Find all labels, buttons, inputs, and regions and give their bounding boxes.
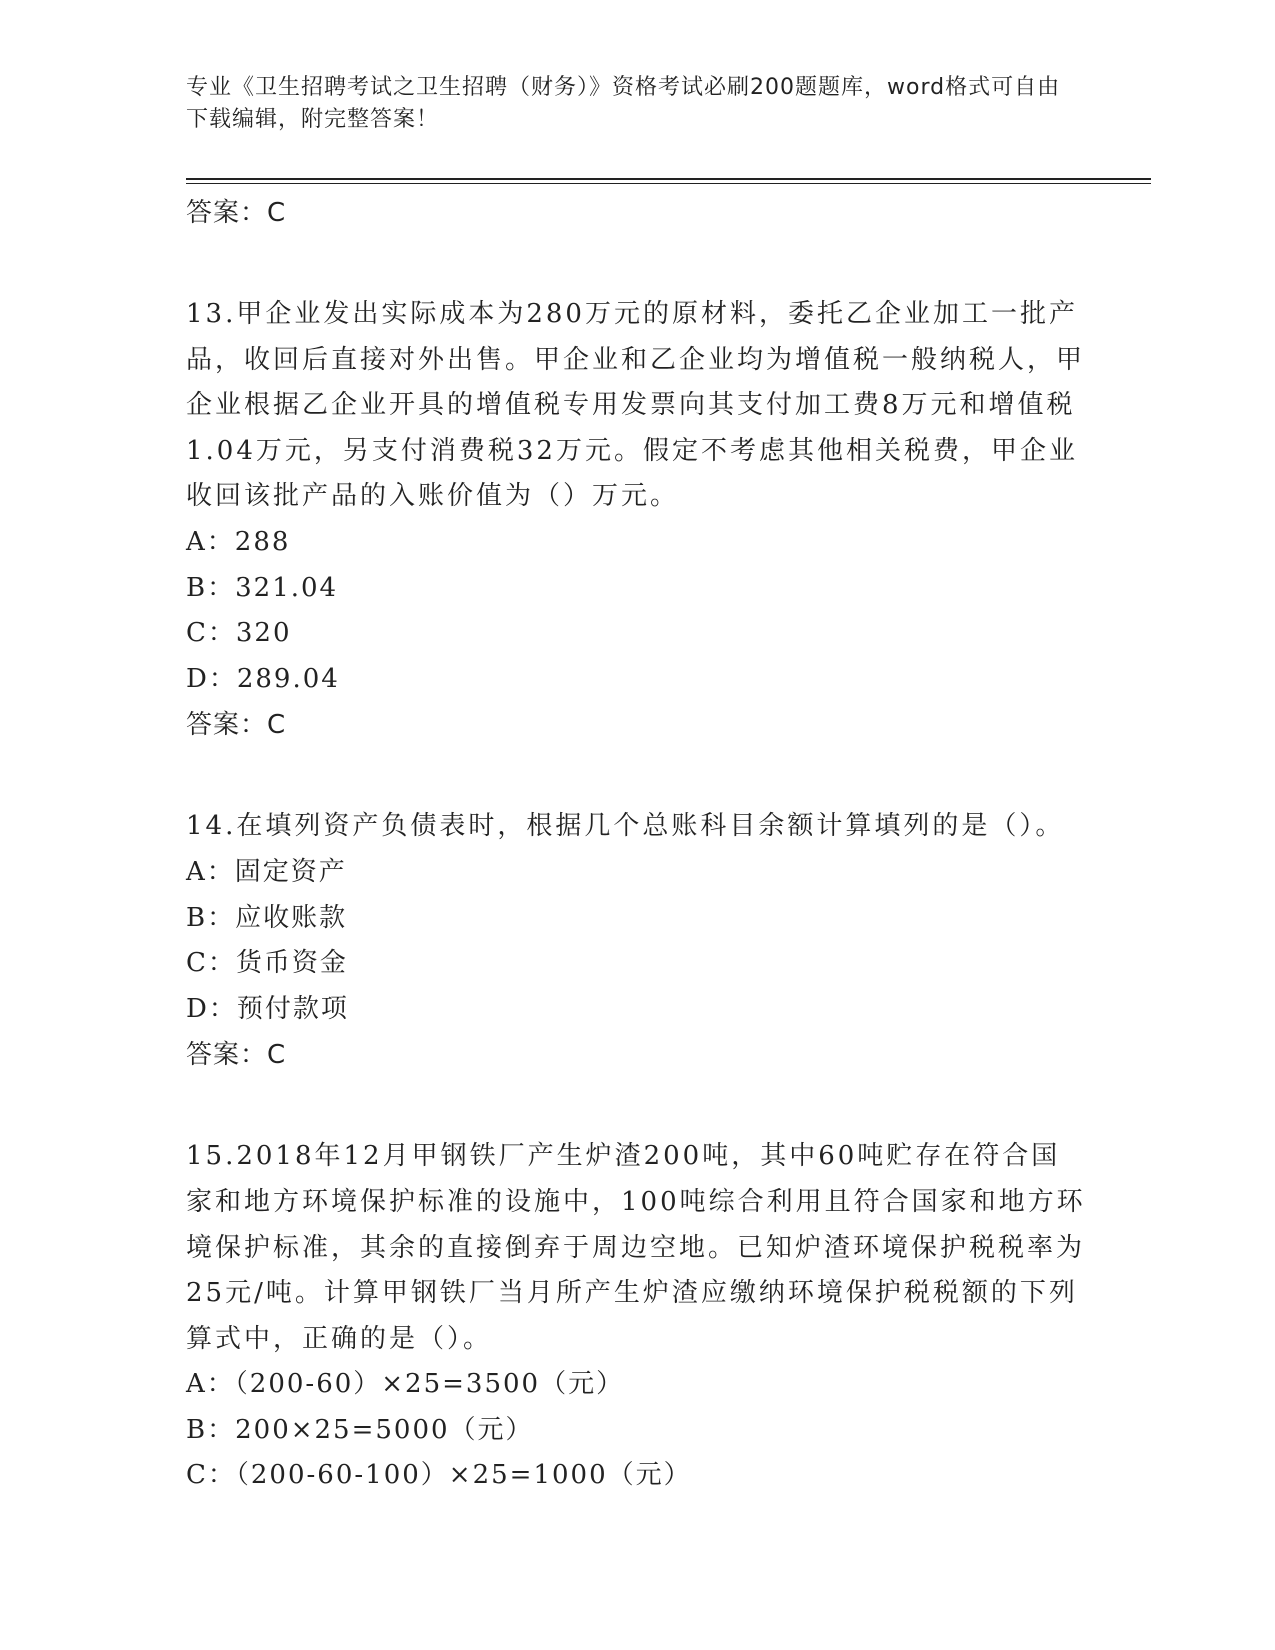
question-14 [186,804,1086,1078]
header-divider [186,178,1151,180]
option-b: B：200×25=5000（元） [186,1414,534,1445]
header-divider-thin [186,183,1151,184]
option-d: D：预付款项 [186,993,349,1024]
option-c: C：货币资金 [186,948,348,979]
answer-13: 答案：C [186,710,287,741]
question-list [186,190,1086,1499]
document-header: 专业《卫生招聘考试之卫生招聘（财务）》资格考试必刷200题题库，word格式可自由下载编辑，附完整答案！ [186,75,1061,132]
option-b: B：321.04 [186,572,339,603]
option-a: A：288 [186,526,291,557]
option-a: A：固定资产 [186,856,347,887]
option-d: D：289.04 [186,663,340,694]
option-c: C：（200-60-100）×25=1000（元） [186,1460,692,1491]
question-15 [186,1134,1086,1499]
answer-14: 答案：C [186,1040,287,1071]
option-a: A：（200-60）×25=3500（元） [186,1369,625,1400]
question-stem: 15.2018年12月甲钢铁厂产生炉渣200吨，其中60吨贮存在符合国家和地方环境保护标准的设施中，100吨综合利用且符合国家和地方环境保护标准，其余的直接倒弃于周边空地。已知炉渣环境保护税税率为25元/吨。计算甲钢铁厂当月所产生炉渣应缴纳环境保护税税额的下列算式中，正确的是（）。 [186,1141,1086,1354]
question-stem: 14.在填列资产负债表时，根据几个总账科目余额计算填列的是（）。 [186,811,1065,842]
option-b: B：应收账款 [186,902,348,933]
answer-12: 答案：C [186,198,287,228]
question-13 [186,292,1086,748]
option-c: C：320 [186,618,292,649]
question-stem: 13.甲企业发出实际成本为280万元的原材料，委托乙企业加工一批产品，收回后直接对外出售。甲企业和乙企业均为增值税一般纳税人，甲企业根据乙企业开具的增值税专用发票向其支付加工费8万元和增值税1.04万元，另支付消费税32万元。假定不考虑其他相关税费，甲企业收回该批产品的入账价值为（）万元。 [186,299,1086,512]
